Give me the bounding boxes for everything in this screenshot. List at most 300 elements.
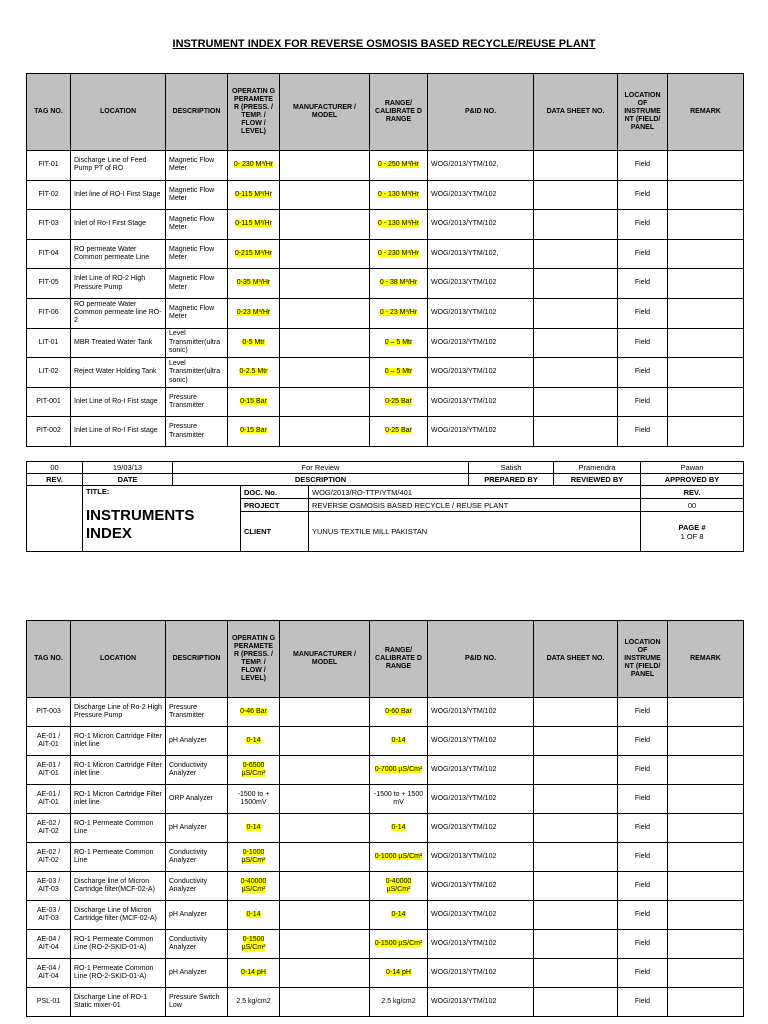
table-row xyxy=(27,387,744,417)
range-cell-highlight: 0 - 230 M³/Hr xyxy=(377,249,420,257)
location-cell: RO-1 Permeate Common Line (RO-2-SKID-01-A) xyxy=(71,959,166,988)
operating-parameter-cell xyxy=(228,180,280,210)
tag-no-cell: PSL-01 xyxy=(27,988,71,1017)
data-sheet-cell xyxy=(534,180,618,210)
description-cell: Level Transmitter(ultra sonic) xyxy=(166,358,228,388)
header-data-sheet: DATA SHEET NO. xyxy=(534,621,618,698)
tag-no-cell: AE-04 / AIT-04 xyxy=(27,959,71,988)
operating-parameter-cell-highlight: 0-6500 µS/Cm² xyxy=(241,761,266,777)
location-cell: Inlet line of RO-I First Stage xyxy=(71,180,166,210)
manufacturer-cell xyxy=(280,239,370,269)
data-sheet-cell xyxy=(534,785,618,814)
description-cell: Pressure Transmitter xyxy=(166,698,228,727)
instrument-location-cell: Field xyxy=(618,210,668,240)
operating-parameter-cell xyxy=(228,727,280,756)
pid-no-cell: WOG/2013/YTM/102, xyxy=(428,151,534,181)
client-label: CLIENT xyxy=(241,512,309,552)
header-location: LOCATION xyxy=(71,621,166,698)
header-data-sheet: DATA SHEET NO. xyxy=(534,74,618,151)
pid-no-cell: WOG/2013/YTM/102 xyxy=(428,180,534,210)
range-cell xyxy=(370,298,428,328)
data-sheet-cell xyxy=(534,959,618,988)
manufacturer-cell xyxy=(280,814,370,843)
operating-parameter-cell xyxy=(228,269,280,299)
table-row xyxy=(27,180,744,210)
manufacturer-cell xyxy=(280,843,370,872)
location-cell: RO permeate Water Common permeate line RO-2 xyxy=(71,298,166,328)
tag-no-cell: AE-04 / AIT-04 xyxy=(27,930,71,959)
location-cell: RO-1 Permeate Common Line xyxy=(71,843,166,872)
range-cell xyxy=(370,358,428,388)
rev-header: REV. xyxy=(27,474,83,486)
table-row xyxy=(27,239,744,269)
instrument-location-cell: Field xyxy=(618,785,668,814)
table-row xyxy=(27,417,744,447)
pid-no-cell: WOG/2013/YTM/102 xyxy=(428,930,534,959)
pid-no-cell: WOG/2013/YTM/102 xyxy=(428,814,534,843)
remark-cell xyxy=(668,959,744,988)
pid-no-cell: WOG/2013/YTM/102 xyxy=(428,387,534,417)
operating-parameter-cell-highlight: 0-2.5 Mtr xyxy=(239,368,268,376)
manufacturer-cell xyxy=(280,358,370,388)
header-pid-no: P&ID NO. xyxy=(428,74,534,151)
remark-cell xyxy=(668,298,744,328)
remark-cell xyxy=(668,387,744,417)
rev-description: For Review xyxy=(173,462,469,474)
remark-cell xyxy=(668,358,744,388)
data-sheet-cell xyxy=(534,298,618,328)
pid-no-cell: WOG/2013/YTM/102 xyxy=(428,988,534,1017)
operating-parameter-cell xyxy=(228,843,280,872)
rev-label: REV. xyxy=(641,486,744,499)
header-instrument-location: LOCATION OF INSTRUME NT (FIELD/ PANEL xyxy=(618,621,668,698)
range-cell xyxy=(370,239,428,269)
description-cell: pH Analyzer xyxy=(166,814,228,843)
manufacturer-cell xyxy=(280,417,370,447)
instrument-location-cell: Field xyxy=(618,358,668,388)
data-sheet-cell xyxy=(534,843,618,872)
tag-no-cell: AE-01 / AIT-01 xyxy=(27,785,71,814)
instrument-location-cell: Field xyxy=(618,698,668,727)
range-cell xyxy=(370,959,428,988)
location-cell: Inlet Line of RO-2 High Pressure Pump xyxy=(71,269,166,299)
header-range: RANGE/ CALIBRATE D RANGE xyxy=(370,74,428,151)
manufacturer-cell xyxy=(280,151,370,181)
header-remark: REMARK xyxy=(668,621,744,698)
description-cell: Magnetic Flow Meter xyxy=(166,298,228,328)
operating-parameter-cell-highlight: 0-5 Mtr xyxy=(242,338,265,346)
instrument-location-cell: Field xyxy=(618,151,668,181)
tag-no-cell: FIT-06 xyxy=(27,298,71,328)
tag-no-cell: PIT-002 xyxy=(27,417,71,447)
operating-parameter-cell-highlight: 0-15 Bar xyxy=(240,397,267,405)
prepared-by-header: PREPARED BY xyxy=(469,474,554,486)
rev-value: 00 xyxy=(641,499,744,512)
tag-no-cell: FIT-02 xyxy=(27,180,71,210)
range-cell-highlight: 0 - 130 M³/Hr xyxy=(377,220,420,228)
range-cell xyxy=(370,843,428,872)
tag-no-cell: FIT-03 xyxy=(27,210,71,240)
approved-by-name: Pawan xyxy=(641,462,744,474)
operating-parameter-cell-highlight: 0-14 xyxy=(246,736,261,744)
pid-no-cell: WOG/2013/YTM/102 xyxy=(428,269,534,299)
header-instrument-location: LOCATION OF INSTRUME NT (FIELD/ PANEL xyxy=(618,74,668,151)
remark-cell xyxy=(668,151,744,181)
range-cell: 2.5 kg/cm2 xyxy=(370,988,428,1017)
operating-parameter-cell xyxy=(228,698,280,727)
range-cell-highlight: 0 - 250 M³/Hr xyxy=(377,161,420,169)
table-header-row xyxy=(27,74,744,151)
remark-cell xyxy=(668,417,744,447)
location-cell: RO permeate Water Common permeate Line xyxy=(71,239,166,269)
table-row xyxy=(27,727,744,756)
operating-parameter-cell-highlight: 0-14 pH xyxy=(241,968,266,976)
description-cell: pH Analyzer xyxy=(166,959,228,988)
table-row xyxy=(27,901,744,930)
location-cell: Inlet Line of Ro-I Fist stage xyxy=(71,387,166,417)
doc-no-value: WOG/2013/RO-TTP/YTM/401 xyxy=(309,486,641,499)
instrument-location-cell: Field xyxy=(618,269,668,299)
data-sheet-cell xyxy=(534,328,618,358)
data-sheet-cell xyxy=(534,727,618,756)
table-row xyxy=(27,151,744,181)
operating-parameter-cell-highlight: 0-215 M³/Hr xyxy=(234,249,273,257)
tag-no-cell: FIT-05 xyxy=(27,269,71,299)
instrument-location-cell: Field xyxy=(618,298,668,328)
range-cell-highlight: 0-25 Bar xyxy=(385,397,412,405)
operating-parameter-cell xyxy=(228,959,280,988)
description-cell: pH Analyzer xyxy=(166,727,228,756)
pid-no-cell: WOG/2013/YTM/102 xyxy=(428,417,534,447)
range-cell-highlight: 0-14 pH xyxy=(386,968,411,976)
operating-parameter-cell xyxy=(228,387,280,417)
description-cell: ORP Analyzer xyxy=(166,785,228,814)
operating-parameter-cell-highlight: 0-35 M³/Hr xyxy=(236,279,271,287)
range-cell xyxy=(370,328,428,358)
tag-no-cell: FIT-04 xyxy=(27,239,71,269)
operating-parameter-cell-highlight: 0-1000 µS/Cm² xyxy=(241,848,266,864)
operating-parameter-cell xyxy=(228,756,280,785)
description-cell: Pressure Transmitter xyxy=(166,417,228,447)
manufacturer-cell xyxy=(280,387,370,417)
pid-no-cell: WOG/2013/YTM/102 xyxy=(428,901,534,930)
description-cell: Pressure Transmitter xyxy=(166,387,228,417)
approved-by-header: APPROVED BY xyxy=(641,474,744,486)
header-location: LOCATION xyxy=(71,74,166,151)
remark-cell xyxy=(668,698,744,727)
manufacturer-cell xyxy=(280,872,370,901)
operating-parameter-cell-highlight: 0-115 M³/Hr xyxy=(235,220,272,228)
data-sheet-cell xyxy=(534,417,618,447)
header-tag-no: TAG NO. xyxy=(27,621,71,698)
range-cell xyxy=(370,698,428,727)
remark-cell xyxy=(668,328,744,358)
operating-parameter-cell xyxy=(228,417,280,447)
remark-cell xyxy=(668,843,744,872)
remark-cell xyxy=(668,901,744,930)
pid-no-cell: WOG/2013/YTM/102 xyxy=(428,698,534,727)
location-cell: RO-1 Micron Cartridge Filter inlet line xyxy=(71,785,166,814)
range-cell xyxy=(370,151,428,181)
page-label: PAGE # xyxy=(678,522,706,532)
manufacturer-cell xyxy=(280,298,370,328)
pid-no-cell: WOG/2013/YTM/102 xyxy=(428,210,534,240)
header-remark: REMARK xyxy=(668,74,744,151)
tag-no-cell: AE-02 / AIT-02 xyxy=(27,814,71,843)
location-cell: Discharge Line of Ro-2 High Pressure Pump xyxy=(71,698,166,727)
range-cell-highlight: 0 - 23 M³/Hr xyxy=(379,309,418,317)
location-cell: Inlet of Ro-I First Stage xyxy=(71,210,166,240)
table-row xyxy=(27,785,744,814)
tag-no-cell: FIT-01 xyxy=(27,151,71,181)
description-cell: Magnetic Flow Meter xyxy=(166,180,228,210)
title-block xyxy=(26,461,744,552)
data-sheet-cell xyxy=(534,269,618,299)
range-cell-highlight: 0-1500 µS/Cm² xyxy=(374,939,423,947)
pid-no-cell: WOG/2013/YTM/102 xyxy=(428,872,534,901)
remark-cell xyxy=(668,756,744,785)
data-sheet-cell xyxy=(534,988,618,1017)
location-cell: RO-1 Micron Cartridge Filter inlet line xyxy=(71,756,166,785)
data-sheet-cell xyxy=(534,901,618,930)
rev-number: 00 xyxy=(27,462,83,474)
table-row xyxy=(27,328,744,358)
tag-no-cell: PIT-001 xyxy=(27,387,71,417)
header-manufacturer: MANUFACTURER / MODEL xyxy=(280,74,370,151)
manufacturer-cell xyxy=(280,988,370,1017)
operating-parameter-cell xyxy=(228,814,280,843)
range-cell xyxy=(370,727,428,756)
project-value: REVERSE OSMOSIS BASED RECYCLE / REUSE PLANT xyxy=(309,499,641,512)
description-cell: pH Analyzer xyxy=(166,901,228,930)
project-label: PROJECT xyxy=(241,499,309,512)
description-cell: Pressure Switch Low xyxy=(166,988,228,1017)
location-cell: Reject Water Holding Tank xyxy=(71,358,166,388)
manufacturer-cell xyxy=(280,930,370,959)
remark-cell xyxy=(668,988,744,1017)
tag-no-cell: AE-03 / AIT-03 xyxy=(27,901,71,930)
instrument-location-cell: Field xyxy=(618,387,668,417)
range-cell: -1500 to + 1500 mV xyxy=(370,785,428,814)
page-number xyxy=(641,512,744,552)
manufacturer-cell xyxy=(280,785,370,814)
prepared-by-name: Satish xyxy=(469,462,554,474)
operating-parameter-cell-highlight: 0-23 M³/Hr xyxy=(236,309,271,317)
range-cell xyxy=(370,930,428,959)
rev-date: 19/03/13 xyxy=(83,462,173,474)
operating-parameter-cell-highlight: 0-15 Bar xyxy=(240,427,267,435)
table-row xyxy=(27,358,744,388)
instrument-location-cell: Field xyxy=(618,180,668,210)
header-pid-no: P&ID NO. xyxy=(428,621,534,698)
pid-no-cell: WOG/2013/YTM/102 xyxy=(428,358,534,388)
range-cell-highlight: 0-14 xyxy=(391,736,406,744)
range-cell xyxy=(370,387,428,417)
range-cell-highlight: 0-40000 µS/Cm² xyxy=(385,877,412,893)
operating-parameter-cell xyxy=(228,872,280,901)
location-cell: MBR Treated Water Tank xyxy=(71,328,166,358)
pid-no-cell: WOG/2013/YTM/102 xyxy=(428,756,534,785)
instrument-location-cell: Field xyxy=(618,930,668,959)
table-row xyxy=(27,210,744,240)
header-tag-no: TAG NO. xyxy=(27,74,71,151)
operating-parameter-cell xyxy=(228,298,280,328)
range-cell-highlight: 0 - 130 M³/Hr xyxy=(377,190,420,198)
data-sheet-cell xyxy=(534,210,618,240)
data-sheet-cell xyxy=(534,387,618,417)
manufacturer-cell xyxy=(280,959,370,988)
remark-cell xyxy=(668,814,744,843)
description-cell: Conductivity Analyzer xyxy=(166,756,228,785)
location-cell: RO-1 Permeate Common Line (RO-2-SKID-01-A) xyxy=(71,930,166,959)
remark-cell xyxy=(668,180,744,210)
tag-no-cell: AE-03 / AIT-03 xyxy=(27,872,71,901)
operating-parameter-cell-highlight: 0-115 M³/Hr xyxy=(235,190,272,198)
instrument-location-cell: Field xyxy=(618,843,668,872)
data-sheet-cell xyxy=(534,814,618,843)
operating-parameter-cell xyxy=(228,210,280,240)
manufacturer-cell xyxy=(280,698,370,727)
date-header: DATE xyxy=(83,474,173,486)
header-manufacturer: MANUFACTURER / MODEL xyxy=(280,621,370,698)
manufacturer-cell xyxy=(280,901,370,930)
manufacturer-cell xyxy=(280,210,370,240)
pid-no-cell: WOG/2013/YTM/102 xyxy=(428,843,534,872)
instrument-location-cell: Field xyxy=(618,727,668,756)
title-block-blank xyxy=(27,486,83,552)
data-sheet-cell xyxy=(534,698,618,727)
table-row xyxy=(27,930,744,959)
operating-parameter-cell: -1500 to + 1500mV xyxy=(228,785,280,814)
remark-cell xyxy=(668,727,744,756)
location-cell: RO-1 Micron Cartridge Filter inlet line xyxy=(71,727,166,756)
operating-parameter-cell xyxy=(228,358,280,388)
data-sheet-cell xyxy=(534,239,618,269)
header-range: RANGE/ CALIBRATE D RANGE xyxy=(370,621,428,698)
operating-parameter-cell xyxy=(228,930,280,959)
manufacturer-cell xyxy=(280,328,370,358)
tag-no-cell: AE-01 / AIT-01 xyxy=(27,756,71,785)
instrument-location-cell: Field xyxy=(618,872,668,901)
range-cell xyxy=(370,417,428,447)
operating-parameter-cell xyxy=(228,328,280,358)
range-cell xyxy=(370,180,428,210)
description-cell: Conductivity Analyzer xyxy=(166,872,228,901)
range-cell xyxy=(370,756,428,785)
instrument-location-cell: Field xyxy=(618,239,668,269)
instrument-location-cell: Field xyxy=(618,814,668,843)
manufacturer-cell xyxy=(280,269,370,299)
instrument-location-cell: Field xyxy=(618,988,668,1017)
range-cell-highlight: 0-7000 µS/Cm² xyxy=(374,765,423,773)
doc-no-label: DOC. No. xyxy=(241,486,309,499)
description-cell: Magnetic Flow Meter xyxy=(166,269,228,299)
description-cell: Magnetic Flow Meter xyxy=(166,151,228,181)
table-row xyxy=(27,814,744,843)
description-cell: Conductivity Analyzer xyxy=(166,843,228,872)
tag-no-cell: AE-02 / AIT-02 xyxy=(27,843,71,872)
range-cell xyxy=(370,872,428,901)
description-cell: Magnetic Flow Meter xyxy=(166,239,228,269)
tag-no-cell: AE-01 / AIT-01 xyxy=(27,727,71,756)
instrument-location-cell: Field xyxy=(618,959,668,988)
manufacturer-cell xyxy=(280,756,370,785)
header-operating-parameter: OPERATIN G PERAMETE R (PRESS. / TEMP. / FLOW / LEVEL) xyxy=(228,621,280,698)
location-cell: Discharge Line of RO-1 Static mixer-01 xyxy=(71,988,166,1017)
reviewed-by-header: REVIEWED BY xyxy=(554,474,641,486)
table-row xyxy=(27,756,744,785)
instrument-location-cell: Field xyxy=(618,756,668,785)
operating-parameter-cell-highlight: 0-46 Bar xyxy=(240,707,267,715)
instrument-location-cell: Field xyxy=(618,417,668,447)
table-header-row xyxy=(27,621,744,698)
operating-parameter-cell xyxy=(228,239,280,269)
reviewed-by-name: Pramendra xyxy=(554,462,641,474)
remark-cell xyxy=(668,872,744,901)
range-cell-highlight: 0-1000 µS/Cm² xyxy=(374,852,423,860)
operating-parameter-cell-highlight: 0-1500 µS/Cm² xyxy=(241,935,266,951)
operating-parameter-cell: 2.5 kg/cm2 xyxy=(228,988,280,1017)
range-cell xyxy=(370,814,428,843)
range-cell xyxy=(370,210,428,240)
location-cell: RO-1 Permeate Common Line xyxy=(71,814,166,843)
instrument-location-cell: Field xyxy=(618,328,668,358)
table-row xyxy=(27,269,744,299)
operating-parameter-cell xyxy=(228,151,280,181)
table-row xyxy=(27,698,744,727)
operating-parameter-cell-highlight: 0- 230 M³/Hr xyxy=(233,161,274,169)
table-row xyxy=(27,959,744,988)
remark-cell xyxy=(668,930,744,959)
range-cell-highlight: 0-14 xyxy=(391,910,406,918)
tag-no-cell: PIT-003 xyxy=(27,698,71,727)
range-cell-highlight: 0 – 5 Mtr xyxy=(384,338,413,346)
pid-no-cell: WOG/2013/YTM/102, xyxy=(428,239,534,269)
description-cell: Level Transmitter(ultra sonic) xyxy=(166,328,228,358)
pid-no-cell: WOG/2013/YTM/102 xyxy=(428,298,534,328)
remark-cell xyxy=(668,210,744,240)
operating-parameter-cell xyxy=(228,901,280,930)
remark-cell xyxy=(668,269,744,299)
instrument-table-1 xyxy=(26,73,744,447)
manufacturer-cell xyxy=(280,180,370,210)
description-header: DESCRIPTION xyxy=(173,474,469,486)
title-label: TITLE: xyxy=(83,486,241,499)
range-cell-highlight: 0-14 xyxy=(391,823,406,831)
pid-no-cell: WOG/2013/YTM/102 xyxy=(428,959,534,988)
range-cell xyxy=(370,269,428,299)
range-cell-highlight: 0-60 Bar xyxy=(385,707,412,715)
description-cell: Conductivity Analyzer xyxy=(166,930,228,959)
data-sheet-cell xyxy=(534,358,618,388)
client-value: YUNUS TEXTILE MILL PAKISTAN xyxy=(309,512,641,552)
document-title: INSTRUMENT INDEX FOR REVERSE OSMOSIS BASED RECYCLE/REUSE PLANT xyxy=(172,38,596,50)
data-sheet-cell xyxy=(534,151,618,181)
manufacturer-cell xyxy=(280,727,370,756)
description-cell: Magnetic Flow Meter xyxy=(166,210,228,240)
range-cell-highlight: 0-25 Bar xyxy=(385,427,412,435)
location-cell: Discharge Line of Micron Cartridge filter (MCF-02-A) xyxy=(71,901,166,930)
operating-parameter-cell-highlight: 0-14 xyxy=(246,823,261,831)
header-description: DESCRIPTION xyxy=(166,74,228,151)
range-cell-highlight: 0 - 38 M³/Hr xyxy=(379,279,418,287)
table-row xyxy=(27,843,744,872)
table-row xyxy=(27,988,744,1017)
operating-parameter-cell-highlight: 0-40000 µS/Cm² xyxy=(240,877,267,893)
tag-no-cell: LIT-02 xyxy=(27,358,71,388)
document-name: INSTRUMENTS INDEX xyxy=(83,499,241,552)
instrument-location-cell: Field xyxy=(618,901,668,930)
